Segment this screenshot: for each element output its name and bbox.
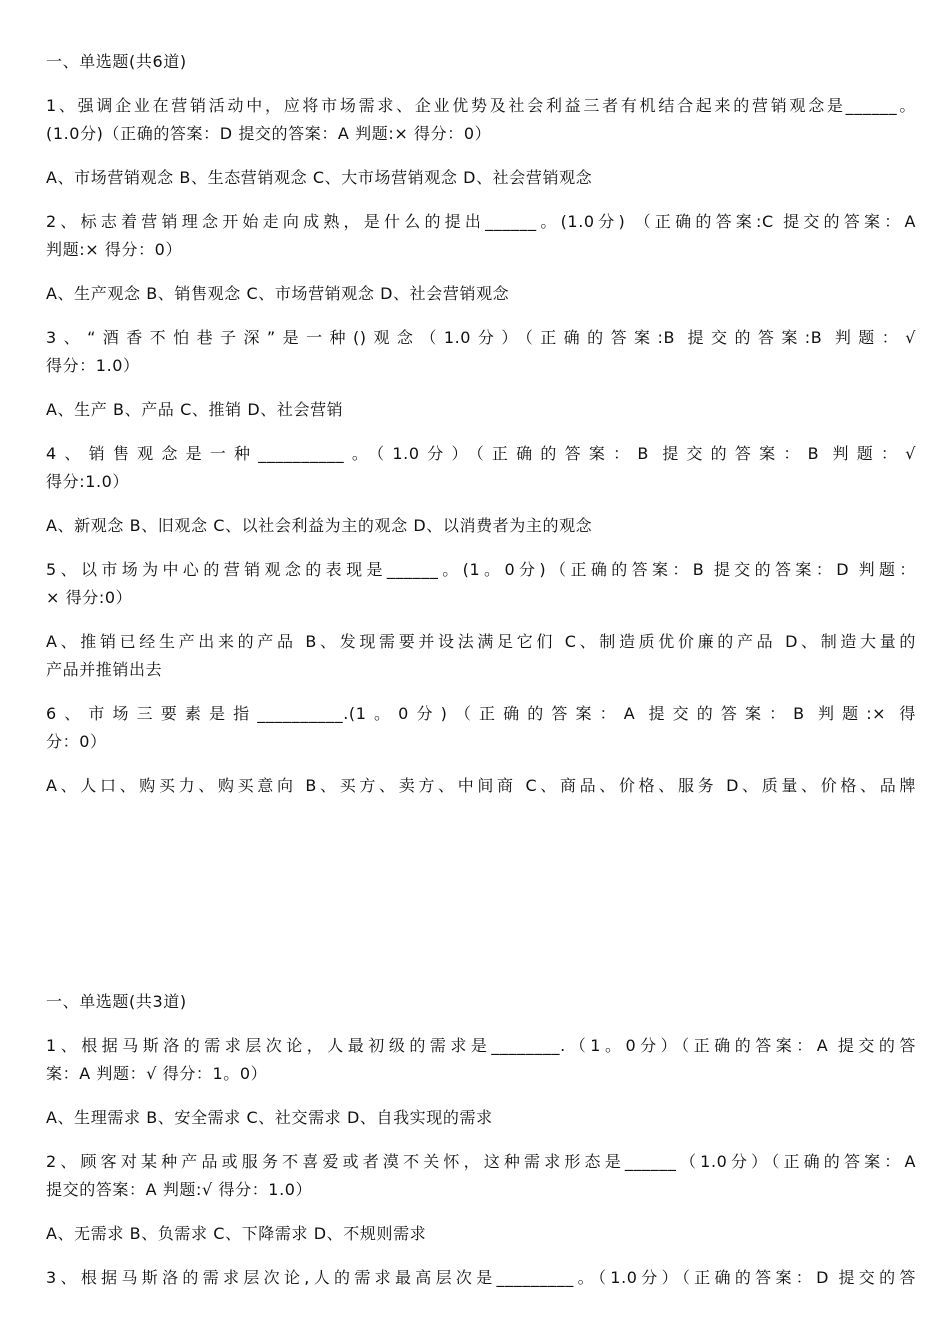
question-5-options: A、推销已经生产出来的产品 B、发现需要并设法满足它们 C、制造质优价廉的产品 D、制造大量的 xyxy=(46,632,916,651)
question-3-text: 3、根据马斯洛的需求层次论,人的需求最高层次是_________。（1.0分）（正确的答案：D 提交的答 xyxy=(46,1268,916,1287)
question-2-text: 2、顾客对某种产品或服务不喜爱或者漠不关怀，这种需求形态是______（1.0分）（正确的答案：A xyxy=(46,1152,916,1171)
question-4-text: 4、销售观念是一种__________。（1.0分）（正确的答案：B 提交的答案：B 判题：√ xyxy=(46,444,916,463)
question-5-text: 5、以市场为中心的营销观念的表现是______。(1。0分)（正确的答案：B 提交的答案：D 判题： xyxy=(46,560,916,579)
question-2-result: 提交的答案：A 判题:√ 得分：1.0） xyxy=(46,1180,313,1199)
question-5-result: × 得分:0） xyxy=(46,588,133,607)
question-4-options: A、新观念 B、旧观念 C、以社会利益为主的观念 D、以消费者为主的观念 xyxy=(46,516,593,535)
question-2-options: A、生产观念 B、销售观念 C、市场营销观念 D、社会营销观念 xyxy=(46,284,510,303)
question-1-result: (1.0分)（正确的答案：D 提交的答案：A 判题:× 得分：0） xyxy=(46,124,492,143)
section-title: 一、单选题(共3道) xyxy=(46,992,187,1011)
question-3-text: 3、“酒香不怕巷子深”是一种()观念（1.0分）（正确的答案:B 提交的答案:B 判题：√ xyxy=(46,328,916,347)
question-1-text: 1、根据马斯洛的需求层次论，人最初级的需求是________.（1。0分）（正确的答案：A 提交的答 xyxy=(46,1036,916,1055)
question-6-options: A、人口、购买力、购买意向 B、买方、卖方、中间商 C、商品、价格、服务 D、质量、价格、品牌 xyxy=(46,776,916,795)
question-5-options-continued: 产品并推销出去 xyxy=(46,660,163,679)
question-3-result: 得分：1.0） xyxy=(46,356,140,375)
question-6-text: 6、市场三要素是指__________.(1。0分)（正确的答案：A 提交的答案：B 判题:× 得 xyxy=(46,704,916,723)
question-2-options: A、无需求 B、负需求 C、下降需求 D、不规则需求 xyxy=(46,1224,427,1243)
section-title: 一、单选题(共6道) xyxy=(46,52,187,71)
question-1-result: 案：A 判题：√ 得分：1。0） xyxy=(46,1064,268,1083)
question-2-text: 2、标志着营销理念开始走向成熟，是什么的提出______。(1.0分) （正确的答案:C 提交的答案：A xyxy=(46,212,916,231)
question-1-options: A、生理需求 B、安全需求 C、社交需求 D、自我实现的需求 xyxy=(46,1108,493,1127)
question-3-options: A、生产 B、产品 C、推销 D、社会营销 xyxy=(46,400,344,419)
question-1-text: 1、强调企业在营销活动中，应将市场需求、企业优势及社会利益三者有机结合起来的营销观念是______。 xyxy=(46,96,916,115)
question-1-options: A、市场营销观念 B、生态营销观念 C、大市场营销观念 D、社会营销观念 xyxy=(46,168,593,187)
question-6-result: 分：0） xyxy=(46,732,107,751)
question-4-result: 得分:1.0） xyxy=(46,472,130,491)
question-2-result: 判题:× 得分：0） xyxy=(46,240,183,259)
